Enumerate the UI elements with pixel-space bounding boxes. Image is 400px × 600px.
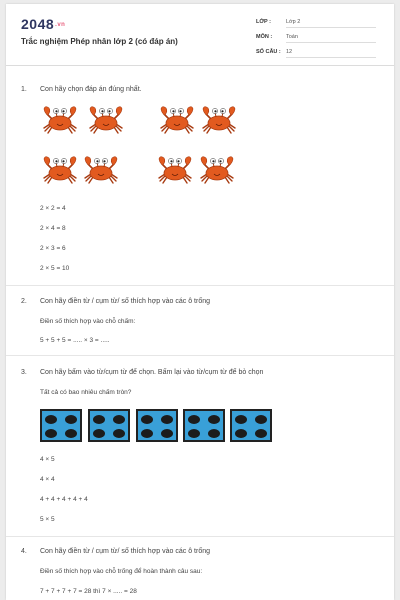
crab-icon — [89, 106, 123, 134]
question-2-text: Con hãy điền từ / cụm từ/ số thích hợp vào các ô trống — [40, 298, 210, 305]
crab-icon — [202, 106, 236, 134]
question-divider — [6, 536, 394, 537]
crab-icon — [43, 156, 77, 184]
subject-label: MÔN : — [256, 34, 273, 40]
question-3-option-2[interactable]: 4 × 4 — [40, 476, 55, 483]
dot-box — [230, 409, 272, 442]
site-logo[interactable] — [21, 16, 65, 32]
question-1-text: Con hãy chọn đáp án đúng nhất. — [40, 86, 142, 93]
logo-tld: .vn — [55, 22, 66, 29]
logo-text: 2048 — [21, 16, 55, 32]
question-3-instruction: Tất cả có bao nhiêu chấm tròn? — [40, 389, 132, 396]
question-3-option-1[interactable]: 4 × 5 — [40, 456, 55, 463]
crab-icon — [160, 106, 194, 134]
question-4-text: Con hãy điền từ / cụm từ/ số thích hợp vào các ô trống — [40, 548, 210, 555]
question-divider — [6, 355, 394, 356]
worksheet-header — [6, 4, 394, 66]
question-1-option-4[interactable]: 2 × 5 = 10 — [40, 265, 70, 272]
question-count-label: SỐ CÂU : — [256, 49, 281, 55]
question-2-number: 2. — [21, 298, 27, 305]
grade-label: LỚP : — [256, 19, 271, 25]
question-3-text: Con hãy bấm vào từ/cụm từ để chọn. Bấm lại vào từ/cụm từ để bỏ chọn — [40, 369, 264, 376]
subject-value: Toán — [286, 34, 376, 43]
crab-icon — [84, 156, 118, 184]
grade-value: Lớp 2 — [286, 19, 376, 28]
question-1-option-2[interactable]: 2 × 4 = 8 — [40, 225, 66, 232]
worksheet — [6, 4, 394, 600]
question-3-option-3[interactable]: 4 + 4 + 4 + 4 + 4 — [40, 496, 88, 503]
question-2-fill-blank[interactable]: 5 + 5 + 5 = ..... × 3 = ..... — [40, 337, 110, 344]
dot-box — [88, 409, 130, 442]
question-1-option-3[interactable]: 2 × 3 = 6 — [40, 245, 66, 252]
question-3-number: 3. — [21, 369, 27, 376]
question-4-fill-blank[interactable]: 7 + 7 + 7 + 7 = 28 thì 7 × ..... = 28 — [40, 588, 137, 595]
question-3-option-4[interactable]: 5 × 5 — [40, 516, 55, 523]
question-2-instruction: Điền số thích hợp vào chỗ chấm: — [40, 318, 136, 325]
question-4-instruction: Điền số thích hợp vào chỗ trống để hoàn thành câu sau: — [40, 568, 203, 575]
dot-box — [136, 409, 178, 442]
crab-icon — [200, 156, 234, 184]
dot-box — [40, 409, 82, 442]
question-divider — [6, 285, 394, 286]
dot-box — [183, 409, 225, 442]
question-4-number: 4. — [21, 548, 27, 555]
crab-icon — [158, 156, 192, 184]
page-title: Trắc nghiệm Phép nhân lớp 2 (có đáp án) — [21, 37, 178, 46]
question-1-option-1[interactable]: 2 × 2 = 4 — [40, 205, 66, 212]
question-1-number: 1. — [21, 86, 27, 93]
question-count-value: 12 — [286, 49, 376, 58]
crab-icon — [43, 106, 77, 134]
